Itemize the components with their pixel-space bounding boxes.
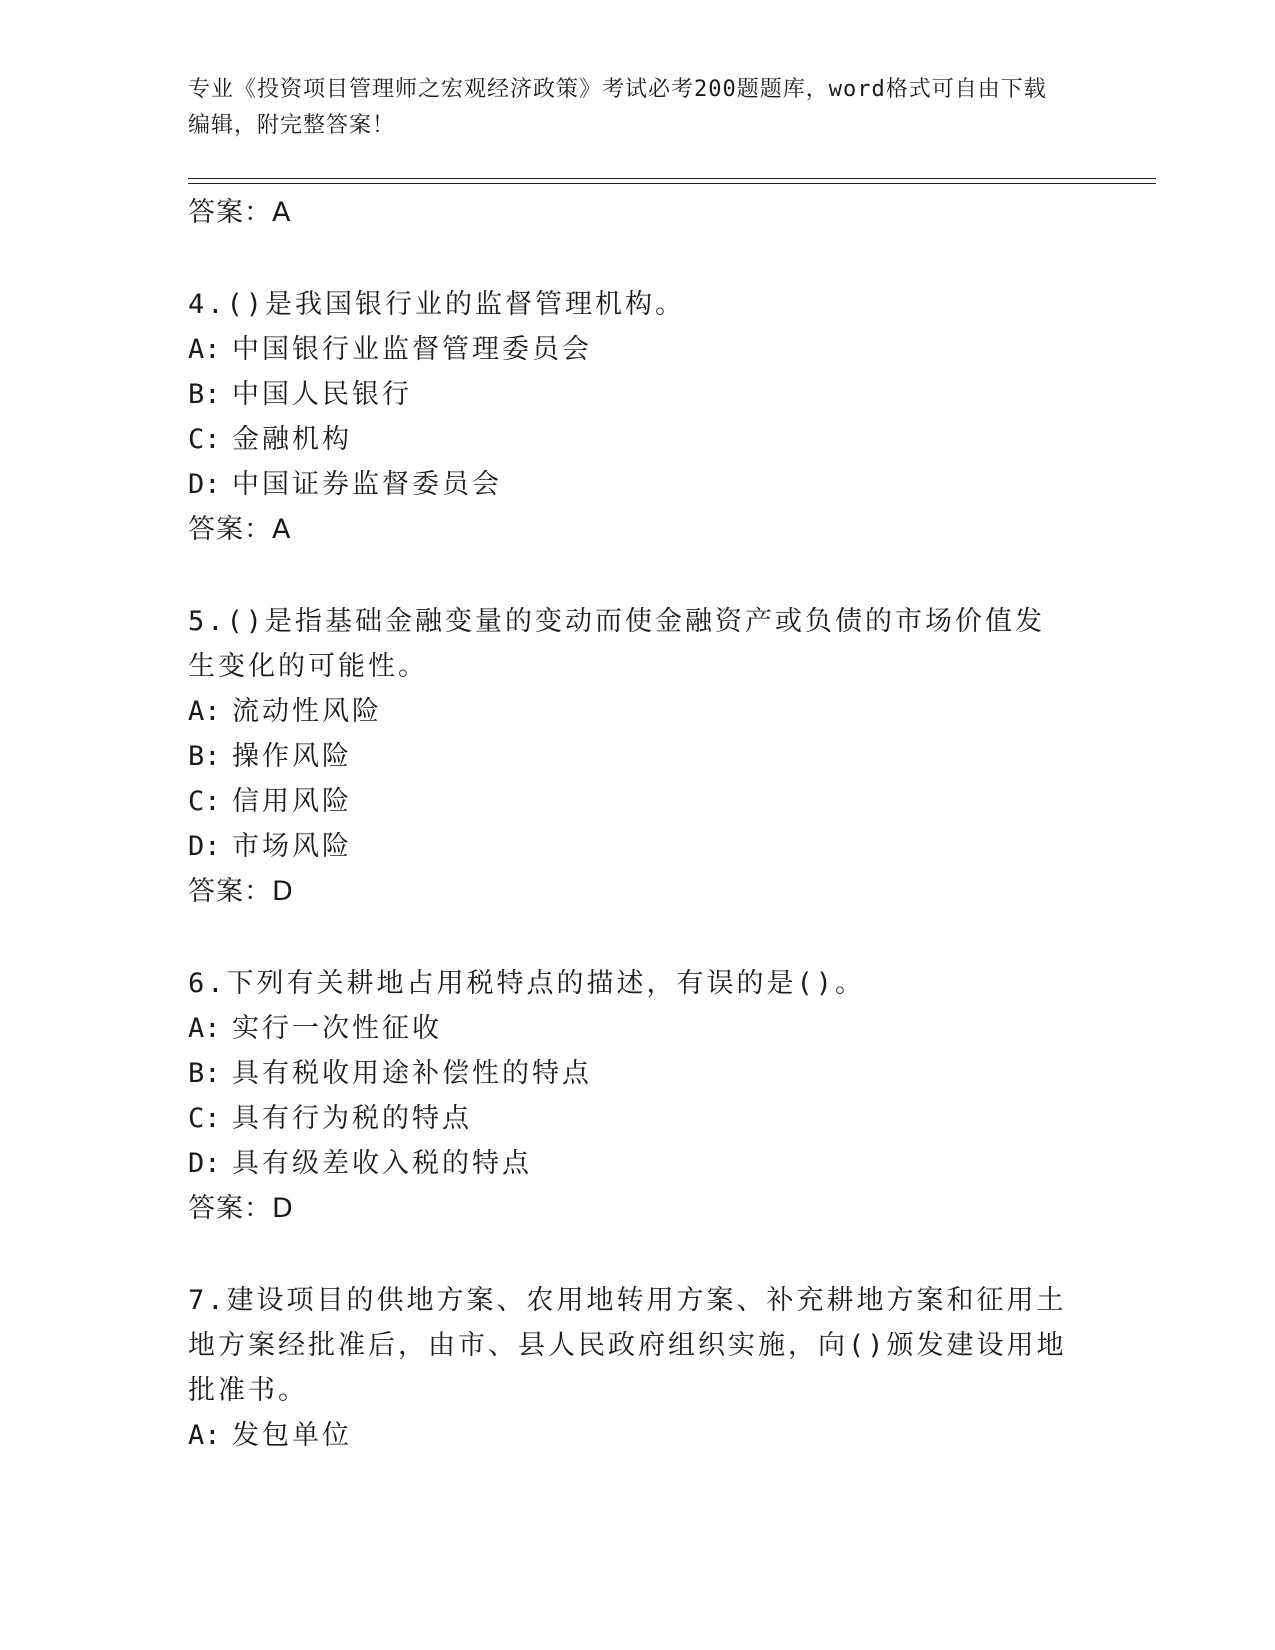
- option-a: [188, 1006, 1068, 1051]
- option-text: 市场风险: [232, 831, 352, 862]
- option-letter: B:: [188, 1058, 221, 1089]
- option-b: [188, 1051, 1068, 1096]
- document-header: 专业《投资项目管理师之宏观经济政策》考试必考200题题库，word格式可自由下载编辑，附完整答案！: [188, 77, 1047, 138]
- question-text: 4.()是我国银行业的监督管理机构。: [188, 289, 686, 320]
- option-text: 具有级差收入税的特点: [232, 1148, 532, 1179]
- option-d: [188, 1141, 1068, 1186]
- question-text: 5.()是指基础金融变量的变动而使金融资产或负债的市场价值发生变化的可能性。: [188, 606, 1046, 682]
- option-c: [188, 779, 1068, 824]
- option-b: [188, 734, 1068, 779]
- answer-line: 答案：D: [188, 876, 294, 907]
- answer-line: 答案：A: [188, 514, 292, 545]
- spacer: [188, 915, 1068, 961]
- option-d: [188, 824, 1068, 869]
- spacer: [188, 553, 1068, 599]
- option-letter: D:: [188, 469, 221, 500]
- option-text: 中国银行业监督管理委员会: [232, 334, 592, 365]
- option-letter: C:: [188, 1103, 221, 1134]
- option-text: 发包单位: [232, 1420, 352, 1451]
- option-text: 具有税收用途补偿性的特点: [232, 1058, 592, 1089]
- question-list: [188, 190, 1068, 1458]
- option-letter: A:: [188, 696, 221, 727]
- option-a: [188, 327, 1068, 372]
- option-letter: D:: [188, 831, 221, 862]
- option-c: [188, 1096, 1068, 1141]
- option-c: [188, 417, 1068, 462]
- question-text: 6.下列有关耕地占用税特点的描述，有误的是()。: [188, 968, 866, 999]
- option-letter: A:: [188, 1013, 221, 1044]
- option-text: 流动性风险: [232, 696, 382, 727]
- option-letter: C:: [188, 424, 221, 455]
- option-letter: D:: [188, 1148, 221, 1179]
- answer-line: 答案：D: [188, 1193, 294, 1224]
- option-text: 金融机构: [232, 424, 352, 455]
- spacer: [188, 236, 1068, 282]
- option-letter: B:: [188, 379, 221, 410]
- header-rule-top: [188, 178, 1156, 179]
- option-a: [188, 1413, 1068, 1458]
- option-text: 中国人民银行: [232, 379, 412, 410]
- header-rule-bottom: [188, 183, 1156, 184]
- option-text: 操作风险: [232, 741, 352, 772]
- option-a: [188, 689, 1068, 734]
- option-text: 中国证券监督委员会: [232, 469, 502, 500]
- option-text: 实行一次性征收: [232, 1013, 442, 1044]
- spacer: [188, 1232, 1068, 1278]
- option-text: 信用风险: [232, 786, 352, 817]
- option-d: [188, 462, 1068, 507]
- question-text: 7.建设项目的供地方案、农用地转用方案、补充耕地方案和征用土地方案经批准后，由市、县人民政府组织实施，向()颁发建设用地批准书。: [188, 1285, 1067, 1406]
- option-letter: C:: [188, 786, 221, 817]
- answer-line: 答案：A: [188, 197, 292, 228]
- option-letter: A:: [188, 334, 221, 365]
- option-b: [188, 372, 1068, 417]
- option-text: 具有行为税的特点: [232, 1103, 472, 1134]
- option-letter: A:: [188, 1420, 221, 1451]
- option-letter: B:: [188, 741, 221, 772]
